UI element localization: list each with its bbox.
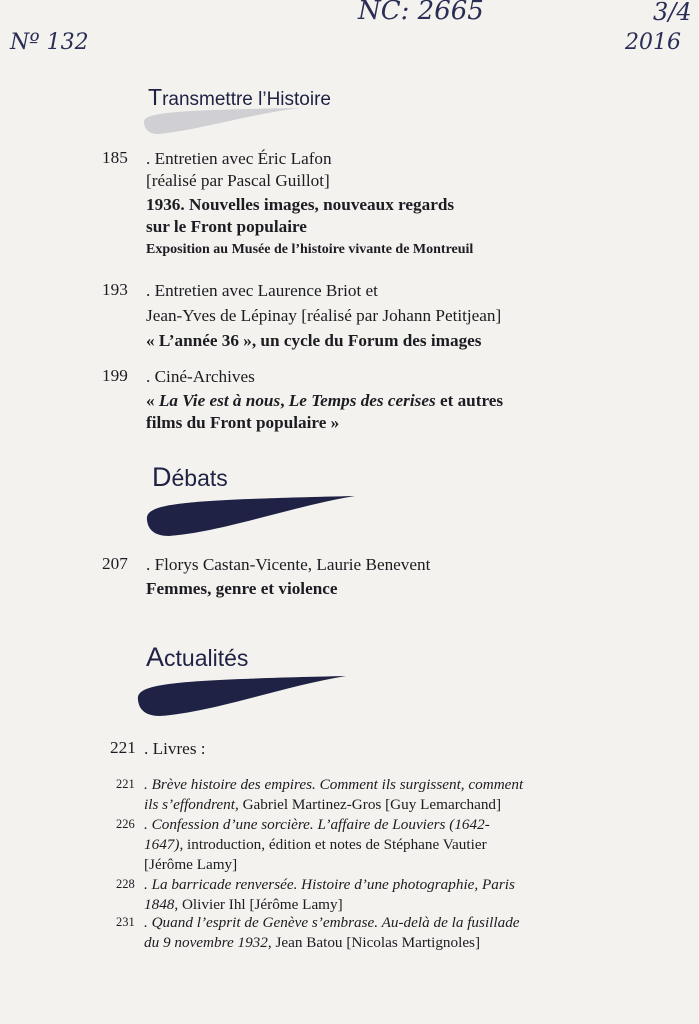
page-number-207: 207 <box>102 554 128 573</box>
book-review-item: . Brève histoire des empires. Comment ils surgissent, comment ils s’effondrent, Gabriel Martinez-Gros [Guy Lemarchand] <box>144 776 524 813</box>
page-number-185: 185 <box>102 148 128 167</box>
book-page-number: 231 <box>116 915 135 929</box>
handwritten-call-number: NC: 2665 <box>358 0 484 26</box>
handwritten-year: 2016 <box>625 30 681 55</box>
toc-entry-199: . Ciné-Archives « La Vie est à nous, Le Temps des cerises et autres films du Front populaire » <box>146 367 504 432</box>
book-page-number: 226 <box>116 817 135 831</box>
swoosh-decoration <box>134 672 346 718</box>
book-page-number: 228 <box>116 877 135 891</box>
swoosh-decoration <box>143 492 355 538</box>
section-title-debats: Débats <box>152 462 228 492</box>
handwritten-number: Nº 132 <box>10 30 89 55</box>
toc-entry-193: . Entretien avec Laurence Briot et Jean-Yves de Lépinay [réalisé par Johann Petitjean] « L’année 36 », un cycle du Forum des images <box>146 281 502 350</box>
swoosh-decoration <box>140 106 300 136</box>
section-title-transmettre: Transmettre l’Histoire <box>148 84 331 110</box>
toc-entry-livres: . Livres : <box>144 739 206 758</box>
page-number-221: 221 <box>110 738 136 757</box>
page-number-193: 193 <box>102 280 128 299</box>
book-page-number: 221 <box>116 777 135 791</box>
book-review-item: . La barricade renversée. Histoire d’une photographie, Paris 1848, Olivier Ihl [Jérôme Lamy] <box>144 876 515 913</box>
toc-entry-185: . Entretien avec Éric Lafon [réalisé par Pascal Guillot] 1936. Nouvelles images, nouveaux regards sur le Front populaire Exposition au Musée de l’histoire vivante de Montreuil <box>146 149 474 257</box>
section-title-actualites: Actualités <box>146 642 249 672</box>
toc-entry-207: . Florys Castan-Vicente, Laurie Benevent Femmes, genre et violence <box>146 555 431 598</box>
book-review-item: . Confession d’une sorcière. L’affaire de Louviers (1642- 1647), introduction, édition et notes de Stéphane Vautier [Jérôme Lamy] <box>144 816 490 873</box>
page-number-199: 199 <box>102 366 128 385</box>
book-review-item: . Quand l’esprit de Genève s’embrase. Au-delà de la fusillade du 9 novembre 1932, Jean Batou [Nicolas Martignoles] <box>144 914 520 951</box>
handwritten-volume: 3/4 <box>653 0 692 26</box>
